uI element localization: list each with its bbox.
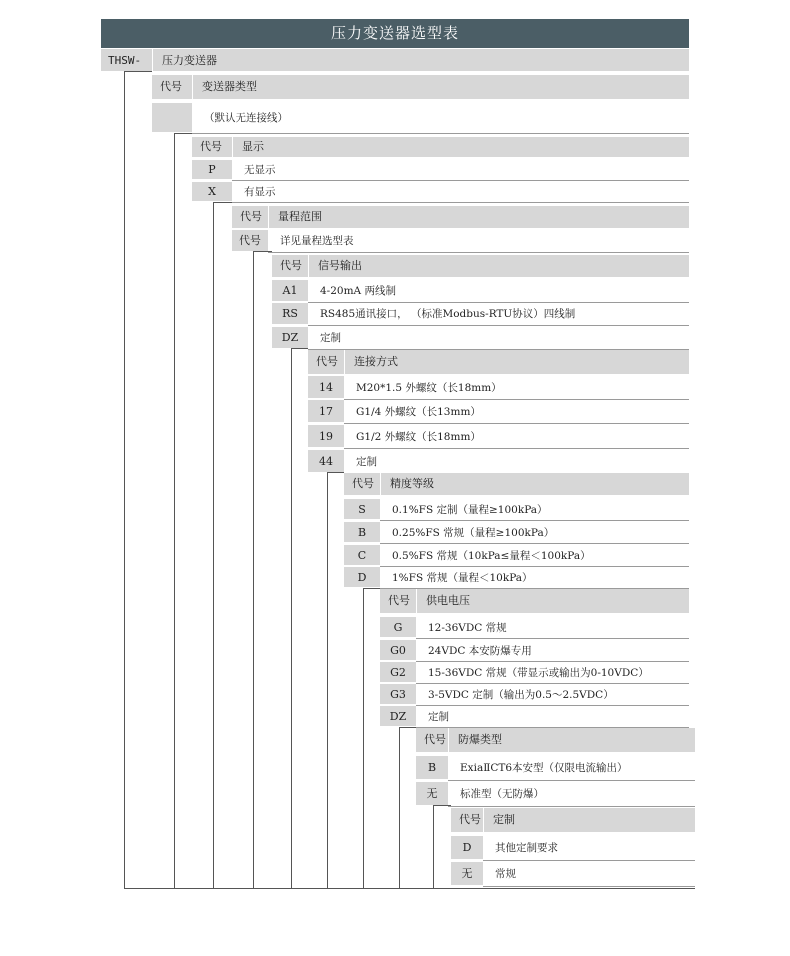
signal-desc: RS485通讯接口， （标准Modbus-RTU协议）四线制: [320, 308, 576, 320]
connection-code: 44: [319, 454, 333, 468]
connector-line: [253, 251, 254, 888]
connection-code: 19: [319, 429, 333, 443]
signal-row-line: [308, 302, 689, 303]
connection-desc: G1/4 外螺纹（长13mm）: [356, 405, 481, 418]
explosion-code: B: [427, 761, 437, 774]
connector-joiner: [291, 348, 308, 349]
page-title: 压力变送器选型表: [101, 19, 689, 48]
power-desc: 12-36VDC 常规: [428, 621, 507, 634]
display-row-line: [232, 180, 689, 181]
power-row-line: [416, 638, 689, 639]
explosion-header: 防爆类型: [458, 733, 502, 746]
display-desc: 无显示: [244, 164, 276, 176]
power-header-divider: [416, 589, 417, 613]
transmitter_type-row-line: [192, 133, 689, 134]
custom-desc: 常规: [495, 868, 516, 880]
connector-line: [363, 588, 364, 888]
accuracy-code: D: [357, 570, 367, 584]
power-code: G3: [390, 687, 406, 701]
connector-line: [174, 133, 175, 888]
accuracy-header-divider: [380, 473, 381, 495]
accuracy-row-line: [380, 520, 689, 521]
connection-desc: G1/2 外螺纹（长18mm）: [356, 430, 481, 443]
connector-line: [291, 348, 292, 888]
display-header-divider: [232, 137, 233, 157]
connector-line: [124, 71, 125, 888]
power-code-header: 代号: [388, 594, 410, 607]
power-code: DZ: [389, 709, 407, 723]
custom-row-line: [483, 860, 695, 861]
range-header-divider: [268, 206, 269, 228]
transmitter_type-code-cell: [152, 103, 192, 133]
explosion-header-divider: [448, 728, 449, 752]
custom-desc: 其他定制要求: [495, 842, 558, 854]
connector-joiner: [327, 472, 344, 473]
connection-desc: M20*1.5 外螺纹（长18mm）: [356, 381, 502, 394]
transmitter_type-code-header: 代号: [160, 80, 182, 93]
power-row-line: [416, 661, 689, 662]
accuracy-desc: 0.5%FS 常规（10kPa≤量程＜100kPa）: [392, 549, 591, 562]
connector-joiner: [213, 202, 232, 203]
connection-row-line: [344, 448, 689, 449]
accuracy-header: 精度等级: [390, 477, 434, 490]
accuracy-code: S: [358, 502, 366, 516]
power-row-line: [416, 705, 689, 706]
range-desc: 详见量程选型表: [280, 235, 354, 247]
custom-row-line: [483, 886, 695, 887]
signal-desc: 定制: [320, 332, 341, 344]
connector-line: [213, 202, 214, 888]
power-code: G2: [390, 665, 406, 679]
connector-line: [327, 472, 328, 888]
signal-code: A1: [282, 284, 298, 297]
accuracy-desc: 0.1%FS 定制（量程≥100kPa）: [392, 503, 548, 516]
signal-header-divider: [308, 255, 309, 277]
power-code: G0: [390, 643, 406, 657]
custom-code-header: 代号: [459, 813, 481, 826]
power-row-line: [416, 683, 689, 684]
signal-code: RS: [282, 307, 298, 320]
prefix-code: THSW-: [108, 54, 142, 67]
signal-desc: 4-20mA 两线制: [320, 285, 396, 297]
explosion-desc: 标准型（无防爆）: [460, 788, 544, 800]
connector-joiner: [399, 727, 416, 728]
connector-joiner: [174, 133, 192, 134]
explosion-code: 无: [426, 787, 438, 800]
display-header: 显示: [242, 140, 264, 153]
accuracy-desc: 1%FS 常规（量程＜10kPa）: [392, 571, 533, 584]
connector-joiner: [253, 251, 272, 252]
display-row-line: [232, 202, 689, 203]
display-header-row: [192, 137, 689, 157]
prefix-name: 压力变送器: [162, 54, 217, 67]
custom-code: D: [462, 841, 472, 854]
range-header: 量程范围: [278, 210, 322, 223]
signal-header: 信号输出: [318, 259, 362, 272]
connector-joiner: [124, 71, 152, 72]
explosion-row-line: [448, 780, 695, 781]
connection-code: 17: [319, 404, 333, 418]
connection-code-header: 代号: [316, 355, 338, 368]
custom-header-divider: [483, 808, 484, 832]
transmitter_type-desc: （默认无连接线）: [204, 112, 288, 124]
connection-row-line: [344, 399, 689, 400]
signal-code: DZ: [281, 331, 299, 344]
connection-desc: 定制: [356, 455, 377, 468]
accuracy-code-header: 代号: [352, 477, 374, 490]
explosion-code-header: 代号: [424, 733, 446, 746]
range-row-line: [268, 252, 689, 253]
range-code-header: 代号: [240, 210, 262, 223]
connection-row-line: [344, 423, 689, 424]
signal-code-header: 代号: [280, 259, 302, 272]
connector-joiner: [433, 805, 451, 806]
display-code: X: [208, 185, 216, 198]
connector-line: [433, 805, 434, 888]
prefix-divider: [152, 49, 153, 71]
power-desc: 3-5VDC 定制（输出为0.5～2.5VDC）: [428, 688, 614, 701]
display-desc: 有显示: [244, 186, 276, 198]
connection-code: 14: [319, 380, 333, 394]
display-code: P: [208, 163, 216, 176]
power-desc: 15-36VDC 常规（带显示或输出为0-10VDC）: [428, 666, 649, 679]
custom-code: 无: [461, 867, 473, 880]
custom-header: 定制: [493, 813, 515, 826]
power-code: G: [393, 620, 403, 634]
connector-joiner: [363, 588, 380, 589]
accuracy-code: B: [357, 525, 367, 539]
custom-header-row: [451, 808, 695, 832]
transmitter_type-header-divider: [192, 75, 193, 99]
bottom-line: [124, 888, 695, 889]
transmitter_type-header: 变送器类型: [202, 80, 257, 93]
power-header: 供电电压: [426, 594, 470, 607]
power-desc: 定制: [428, 710, 449, 723]
accuracy-code: C: [357, 548, 367, 562]
connection-header-divider: [344, 350, 345, 374]
connector-line: [399, 727, 400, 888]
explosion-desc: ExiaⅡCT6本安型（仅限电流输出）: [460, 762, 628, 774]
display-code-header: 代号: [200, 140, 222, 153]
connection-header: 连接方式: [354, 355, 398, 368]
accuracy-row-line: [380, 566, 689, 567]
explosion-row-line: [448, 806, 695, 807]
accuracy-desc: 0.25%FS 常规（量程≥100kPa）: [392, 526, 555, 539]
signal-row-line: [308, 325, 689, 326]
accuracy-row-line: [380, 543, 689, 544]
power-desc: 24VDC 本安防爆专用: [428, 644, 532, 657]
range-code: 代号: [239, 234, 261, 247]
